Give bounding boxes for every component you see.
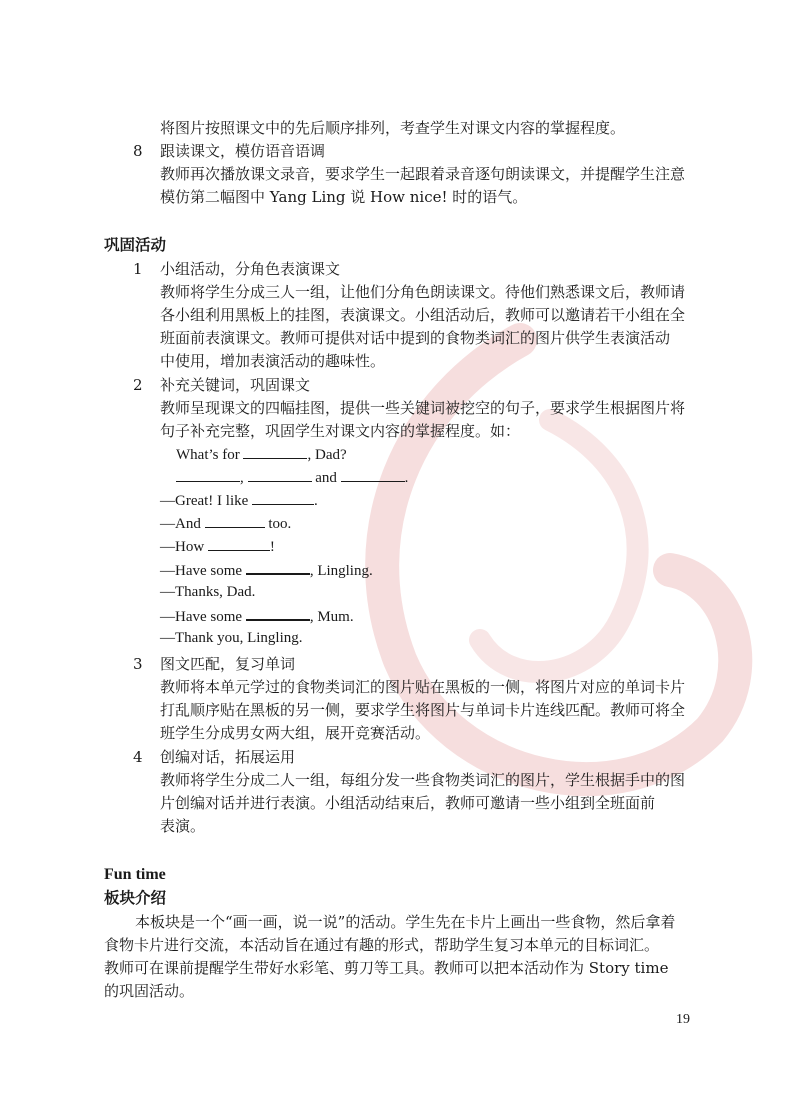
dialogue-line: [160, 604, 354, 628]
dialogue-text: What’s for: [176, 447, 240, 463]
body-line: 模仿第二幅图中 Yang Ling 说 How nice! 时的语气。: [160, 188, 528, 206]
fill-blank: [246, 604, 310, 621]
item-title: 创编对话，拓展运用: [160, 748, 296, 766]
item-number: 1: [133, 260, 143, 278]
fill-blank: [176, 466, 240, 482]
step-title: 跟读课文，模仿语音语调: [160, 142, 326, 160]
dialogue-line: [176, 466, 408, 489]
dialogue-text: —Have some: [160, 609, 243, 625]
body-line: 教师将本单元学过的食物类词汇的图片贴在黑板的一侧，将图片对应的单词卡片: [160, 678, 686, 696]
body-line: 教师呈现课文的四幅挂图，提供一些关键词被挖空的句子，要求学生根据图片将: [160, 399, 686, 417]
body-line: 本板块是一个“画一画，说一说”的活动。学生先在卡片上画出一些食物，然后拿着: [135, 913, 676, 931]
section-heading: Fun time: [104, 866, 166, 883]
body-line: 各小组利用黑板上的挂图，表演课文。小组活动后，教师可以邀请若干小组在全: [160, 306, 686, 324]
dialogue-text: ,: [240, 470, 244, 486]
body-line: 的巩固活动。: [104, 982, 195, 1000]
step-number: 8: [133, 142, 143, 160]
dialogue-line: [160, 535, 275, 558]
body-line: 中使用，增加表演活动的趣味性。: [160, 352, 386, 370]
fill-blank: [252, 489, 314, 505]
dialogue-text: , Dad?: [307, 447, 347, 463]
body-line: 句子补充完整，巩固学生对课文内容的掌握程度。如：: [160, 422, 521, 440]
body-line: 打乱顺序贴在黑板的另一侧，要求学生将图片与单词卡片连线匹配。教师可将全: [160, 701, 686, 719]
body-line: 将图片按照课文中的先后顺序排列，考查学生对课文内容的掌握程度。: [160, 119, 626, 137]
dialogue-text: —Great! I like: [160, 493, 249, 509]
body-line: 班学生分成男女两大组，展开竞赛活动。: [160, 724, 431, 742]
item-number: 2: [133, 376, 143, 394]
page-number: 19: [676, 1012, 690, 1027]
body-line: 片创编对话并进行表演。小组活动结束后，教师可邀请一些小组到全班面前: [160, 794, 656, 812]
dialogue-text: .: [404, 470, 409, 486]
dialogue-text: —And: [160, 516, 201, 532]
body-line: 食物卡片进行交流，本活动旨在通过有趣的形式，帮助学生复习本单元的目标词汇。: [104, 936, 660, 954]
fill-blank: [341, 466, 405, 482]
body-line: 教师将学生分成二人一组，每组分发一些食物类词汇的图片，学生根据手中的图: [160, 771, 686, 789]
body-line: 教师将学生分成三人一组，让他们分角色朗读课文。待他们熟悉课文后，教师请: [160, 283, 686, 301]
dialogue-line: —Thank you, Lingling.: [160, 630, 303, 646]
item-title: 小组活动，分角色表演课文: [160, 260, 341, 278]
dialogue-text: too.: [268, 516, 292, 532]
item-number: 4: [133, 748, 143, 766]
section-heading: 巩固活动: [104, 235, 167, 254]
fill-blank: [246, 558, 310, 575]
fill-blank: [205, 512, 265, 528]
dialogue-line: —Thanks, Dad.: [160, 584, 256, 600]
body-line: 教师可在课前提醒学生带好水彩笔、剪刀等工具。教师可以把本活动作为 Story time: [104, 959, 669, 977]
dialogue-text: !: [269, 539, 275, 555]
dialogue-text: —How: [160, 539, 205, 555]
dialogue-text: , Mum.: [309, 609, 354, 625]
fill-blank: [248, 466, 312, 482]
dialogue-text: , Lingling.: [309, 563, 373, 579]
item-title: 补充关键词，巩固课文: [160, 376, 311, 394]
dialogue-line: [176, 443, 347, 466]
body-line: 表演。: [160, 817, 206, 835]
section-subheading: 板块介绍: [104, 888, 167, 907]
dialogue-text: and: [315, 470, 337, 486]
body-line: 班面前表演课文。教师可提供对话中提到的食物类词汇的图片供学生表演活动: [160, 329, 671, 347]
item-number: 3: [133, 655, 143, 673]
dialogue-line: [160, 489, 318, 512]
fill-blank: [208, 535, 270, 551]
dialogue-line: [160, 512, 291, 535]
item-title: 图文匹配，复习单词: [160, 655, 296, 673]
dialogue-line: [160, 558, 373, 582]
dialogue-text: .: [314, 493, 318, 509]
body-line: 教师再次播放课文录音，要求学生一起跟着录音逐句朗读课文，并提醒学生注意: [160, 165, 686, 183]
dialogue-text: —Have some: [160, 563, 243, 579]
fill-blank: [243, 443, 307, 459]
